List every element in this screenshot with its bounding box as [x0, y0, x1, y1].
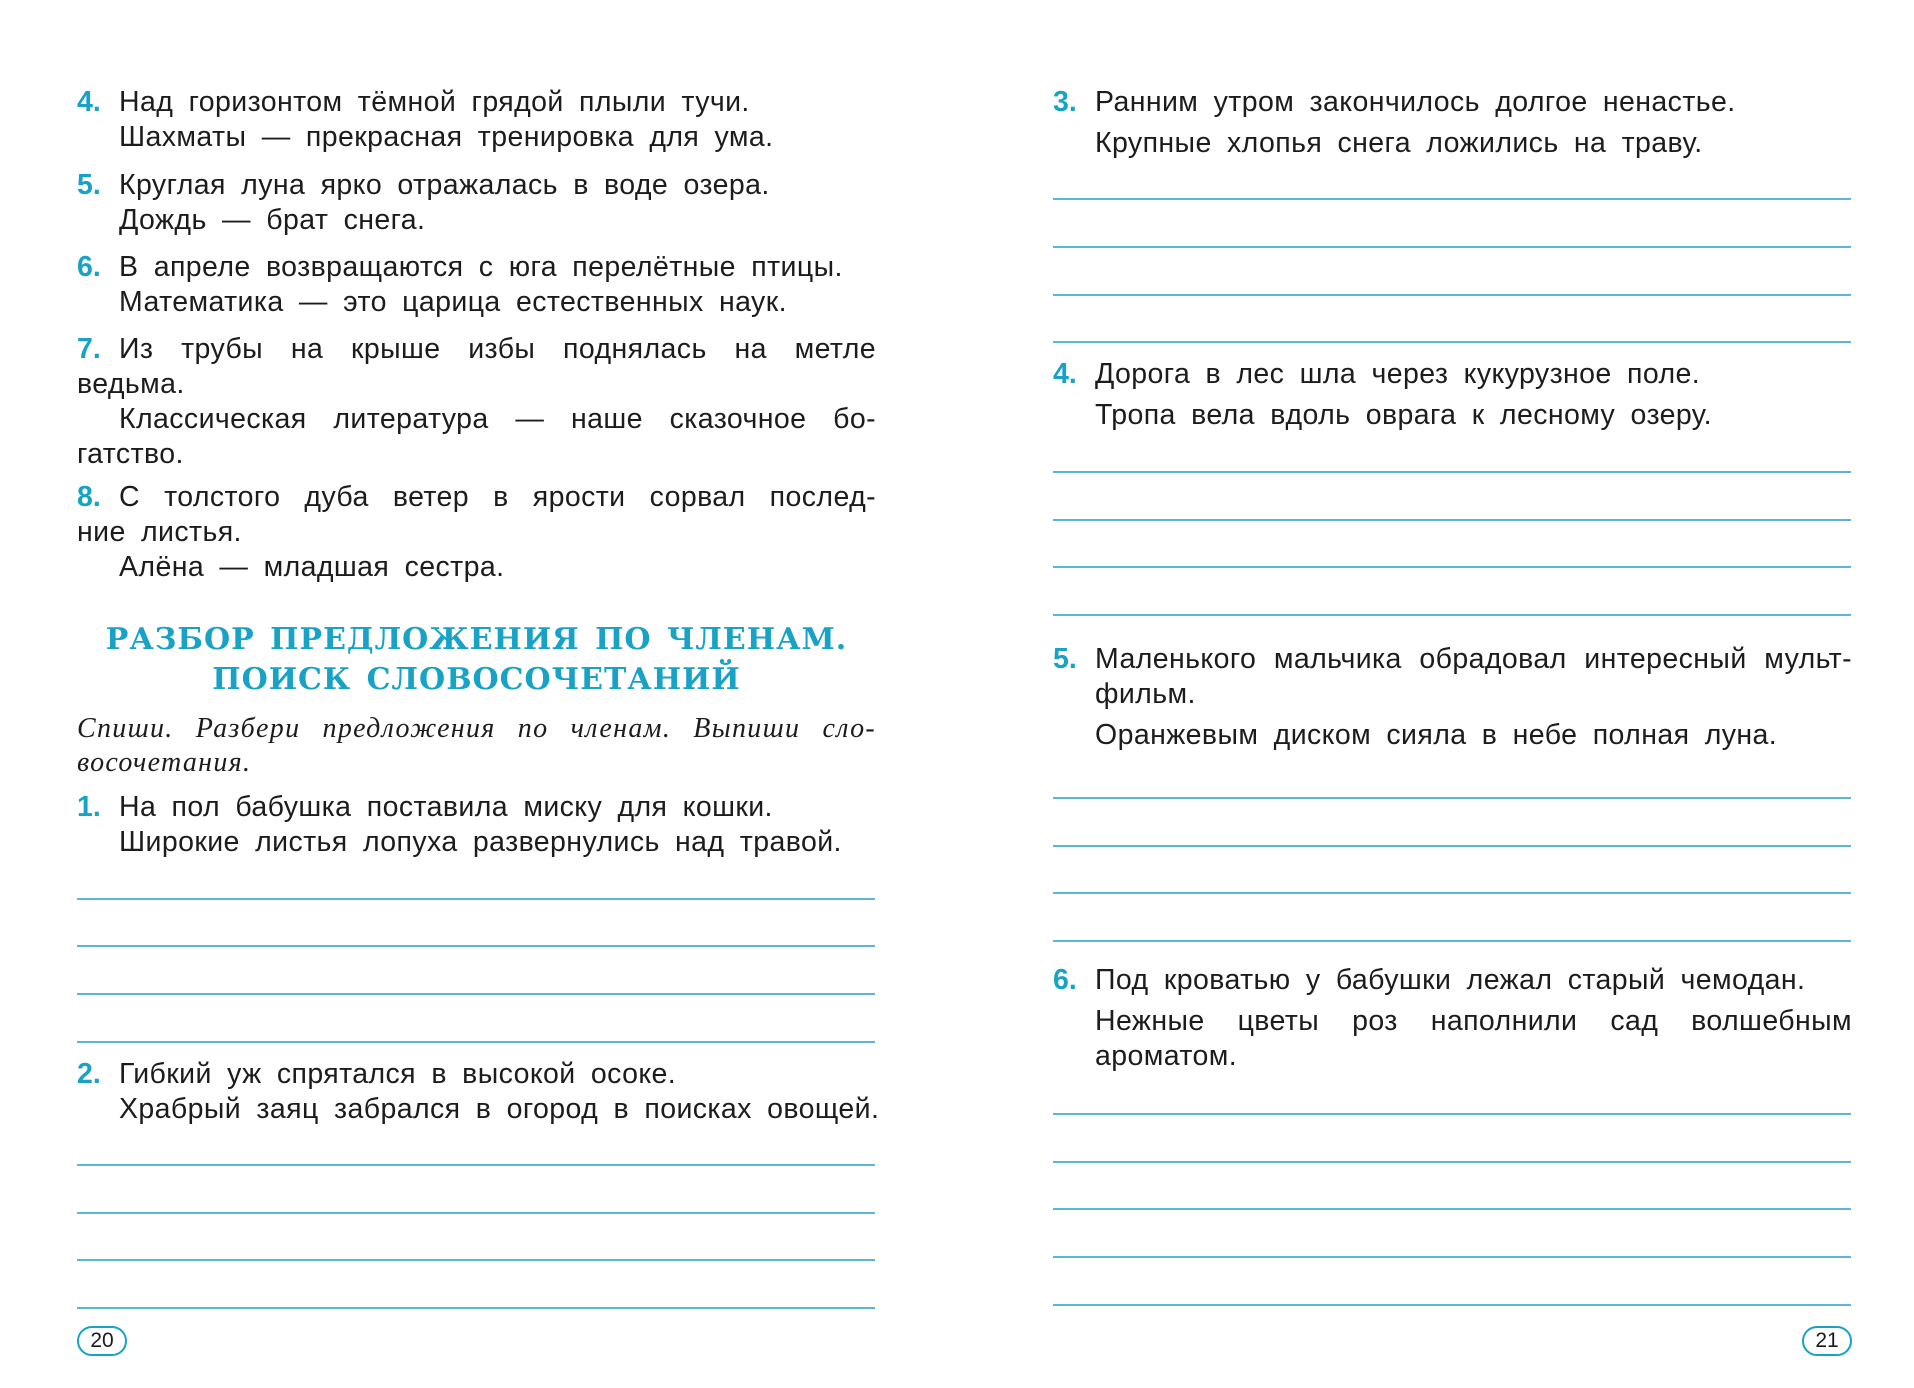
answer-line[interactable]	[77, 1164, 875, 1166]
sentence-line: Нежные цветы роз наполнили сад волшебным	[1095, 1005, 1852, 1037]
sentence-line: Круглая луна ярко отражалась в воде озера.	[119, 169, 770, 201]
answer-line[interactable]	[77, 1259, 875, 1261]
answer-line[interactable]	[77, 898, 875, 900]
page-number: 20	[77, 1326, 127, 1356]
sentence-line: Широкие листья лопуха развернулись над травой.	[119, 826, 842, 858]
sentence-line: Храбрый заяц забрался в огород в поисках овощей.	[119, 1093, 880, 1125]
sentence-line: Гибкий уж спрятался в высокой осоке.	[119, 1058, 677, 1090]
left-page	[77, 0, 880, 1388]
answer-line[interactable]	[1053, 1256, 1851, 1258]
answer-line[interactable]	[1053, 845, 1851, 847]
answer-line[interactable]	[77, 1212, 875, 1214]
answer-line[interactable]	[1053, 940, 1851, 942]
sentence-line: гатство.	[77, 438, 184, 470]
answer-line[interactable]	[1053, 614, 1851, 616]
answer-line[interactable]	[1053, 471, 1851, 473]
page-number: 21	[1802, 1326, 1852, 1356]
sentence-line: Из трубы на крыше избы поднялась на метле	[119, 333, 876, 365]
sentence-line: ние листья.	[77, 516, 242, 548]
instruction-line: Спиши. Разбери предложения по членам. Выпиши сло-	[77, 713, 876, 744]
sentence-line: Тропа вела вдоль оврага к лесному озеру.	[1095, 399, 1712, 431]
answer-line[interactable]	[1053, 797, 1851, 799]
item-number: 4.	[1053, 358, 1077, 390]
sentence-line: С толстого дуба ветер в ярости сорвал послед-	[119, 481, 876, 513]
answer-line[interactable]	[1053, 519, 1851, 521]
answer-line[interactable]	[1053, 1113, 1851, 1115]
instruction-line: восочетания.	[77, 747, 252, 778]
sentence-line: Над горизонтом тёмной грядой плыли тучи.	[119, 86, 750, 118]
answer-line[interactable]	[1053, 198, 1851, 200]
item-number: 7.	[77, 333, 101, 365]
sentence-line: На пол бабушка поставила миску для кошки.	[119, 791, 773, 823]
item-number: 1.	[77, 791, 101, 823]
sentence-line: Дождь — брат снега.	[119, 204, 426, 236]
sentence-line: Под кроватью у бабушки лежал старый чемодан.	[1095, 964, 1806, 996]
answer-line[interactable]	[77, 945, 875, 947]
sentence-line: Классическая литература — наше сказочное бо-	[119, 403, 876, 435]
answer-line[interactable]	[77, 1041, 875, 1043]
section-heading-line: РАЗБОР ПРЕДЛОЖЕНИЯ ПО ЧЛЕНАМ.	[105, 622, 848, 657]
sentence-line: ведьма.	[77, 368, 185, 400]
sentence-line: Маленького мальчика обрадовал интересный мульт-	[1095, 643, 1852, 675]
answer-line[interactable]	[1053, 294, 1851, 296]
answer-line[interactable]	[1053, 246, 1851, 248]
task-instruction	[77, 713, 876, 779]
section-heading	[77, 620, 876, 700]
answer-line[interactable]	[1053, 1208, 1851, 1210]
item-number: 5.	[77, 169, 101, 201]
sentence-line: ароматом.	[1095, 1040, 1238, 1072]
sentence-line: Крупные хлопья снега ложились на траву.	[1095, 127, 1703, 159]
sentence-line: Ранним утром закончилось долгое ненастье.	[1095, 86, 1736, 118]
answer-line[interactable]	[1053, 1304, 1851, 1306]
item-number: 3.	[1053, 86, 1077, 118]
sentence-line: фильм.	[1095, 678, 1196, 710]
item-number: 6.	[77, 251, 101, 283]
answer-line[interactable]	[77, 993, 875, 995]
sentence-line: Математика — это царица естественных наук.	[119, 286, 787, 318]
answer-line[interactable]	[1053, 566, 1851, 568]
section-heading-line: ПОИСК СЛОВОСОЧЕТАНИЙ	[212, 662, 741, 697]
sentence-line: Дорога в лес шла через кукурузное поле.	[1095, 358, 1701, 390]
right-page	[1053, 0, 1852, 1388]
item-number: 2.	[77, 1058, 101, 1090]
answer-line[interactable]	[1053, 892, 1851, 894]
item-number: 4.	[77, 86, 101, 118]
item-number: 5.	[1053, 643, 1077, 675]
sentence-line: Шахматы — прекрасная тренировка для ума.	[119, 121, 774, 153]
answer-line[interactable]	[77, 1307, 875, 1309]
sentence-line: Алёна — младшая сестра.	[119, 551, 505, 583]
answer-line[interactable]	[1053, 341, 1851, 343]
sentence-line: В апреле возвращаются с юга перелётные птицы.	[119, 251, 843, 283]
answer-line[interactable]	[1053, 1161, 1851, 1163]
sentence-line: Оранжевым диском сияла в небе полная луна.	[1095, 719, 1778, 751]
item-number: 6.	[1053, 964, 1077, 996]
item-number: 8.	[77, 481, 101, 513]
